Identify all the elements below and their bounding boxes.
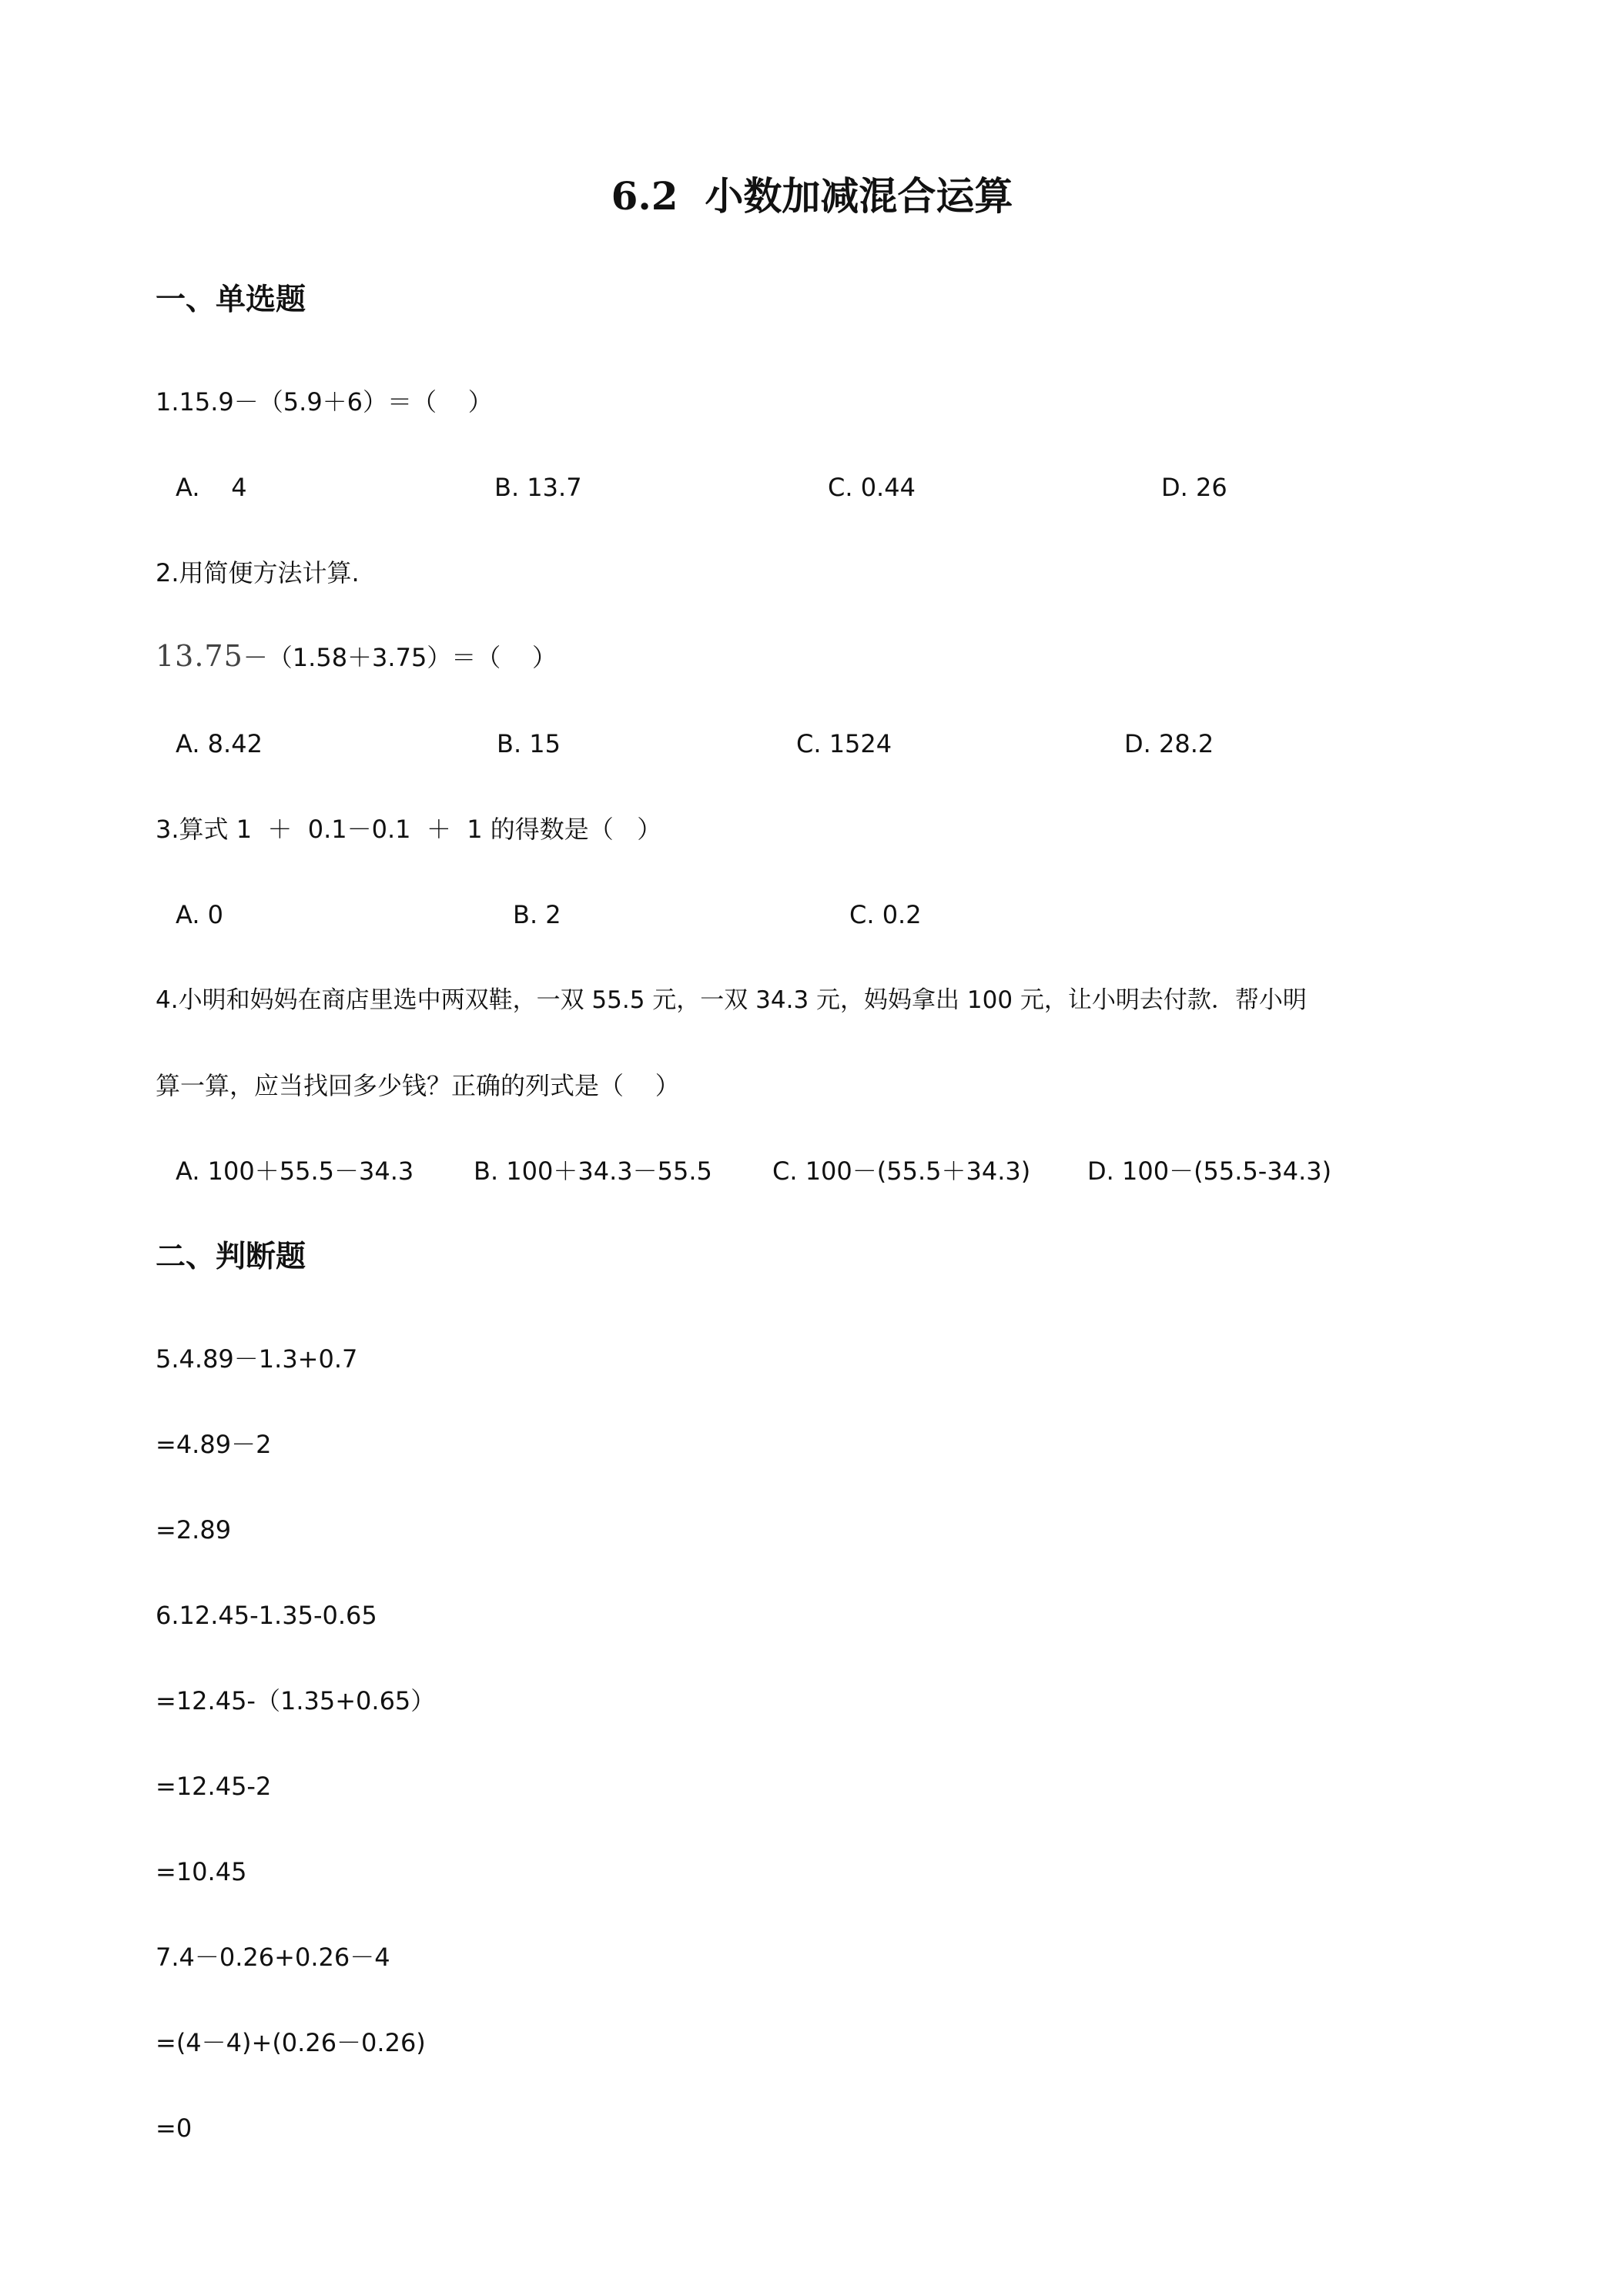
question-3-option-b: B. 2 — [513, 900, 561, 929]
question-1-option-c: C. 0.44 — [828, 473, 916, 502]
page-title: 6.2 小数加减混合运算 — [611, 173, 1013, 219]
question-3-option-a: A. 0 — [176, 900, 224, 929]
question-1-option-a: A. 4 — [176, 473, 247, 502]
question-6-line-2: =12.45-（1.35+0.65） — [156, 1686, 436, 1715]
question-2-expression-number: 13.75 — [156, 639, 243, 673]
question-5-line-2: =4.89－2 — [156, 1430, 272, 1459]
question-4-text-line-2: 算一算，应当找回多少钱？正确的列式是（ ） — [156, 1071, 680, 1100]
question-7-line-2: =(4－4)+(0.26－0.26) — [156, 2028, 426, 2057]
question-4-option-b: B. 100＋34.3－55.5 — [474, 1156, 712, 1186]
question-3-option-c: C. 0.2 — [849, 900, 922, 929]
question-2-option-c: C. 1524 — [796, 729, 892, 758]
question-4-text-line-1: 4.小明和妈妈在商店里选中两双鞋，一双 55.5 元，一双 34.3 元，妈妈拿出 100 元，让小明去付款．帮小明 — [156, 986, 1307, 1014]
question-2-expression — [156, 639, 557, 674]
question-1-option-d: D. 26 — [1161, 473, 1227, 502]
question-7-line-1: 7.4－0.26+0.26－4 — [156, 1943, 390, 1972]
question-1-text: 1.15.9－（5.9＋6）＝（ ） — [156, 387, 493, 417]
question-4-option-d: D. 100－(55.5-34.3) — [1087, 1156, 1332, 1186]
question-4-option-a: A. 100＋55.5－34.3 — [176, 1156, 414, 1186]
question-7-line-3: =0 — [156, 2114, 193, 2143]
question-6-line-1: 6.12.45-1.35-0.65 — [156, 1601, 377, 1630]
question-6-line-4: =10.45 — [156, 1857, 247, 1886]
question-2-option-a: A. 8.42 — [176, 729, 263, 758]
question-5-line-3: =2.89 — [156, 1515, 232, 1545]
question-1-option-b: B. 13.7 — [494, 473, 582, 502]
section-heading-true-false: 二、判断题 — [156, 1240, 306, 1274]
question-3-text: 3.算式 1 ＋ 0.1－0.1 ＋ 1 的得数是（ ） — [156, 815, 662, 844]
question-2-option-d: D. 28.2 — [1124, 729, 1214, 758]
section-heading-single-choice: 一、单选题 — [156, 283, 306, 317]
question-6-line-3: =12.45-2 — [156, 1772, 272, 1801]
question-2-expression-rest: －（1.58＋3.75）＝（ ） — [243, 643, 557, 672]
question-4-option-c: C. 100－(55.5＋34.3) — [772, 1156, 1031, 1186]
question-2-text: 2.用简便方法计算. — [156, 558, 360, 587]
question-2-option-b: B. 15 — [497, 729, 561, 758]
question-5-line-1: 5.4.89－1.3+0.7 — [156, 1344, 358, 1374]
